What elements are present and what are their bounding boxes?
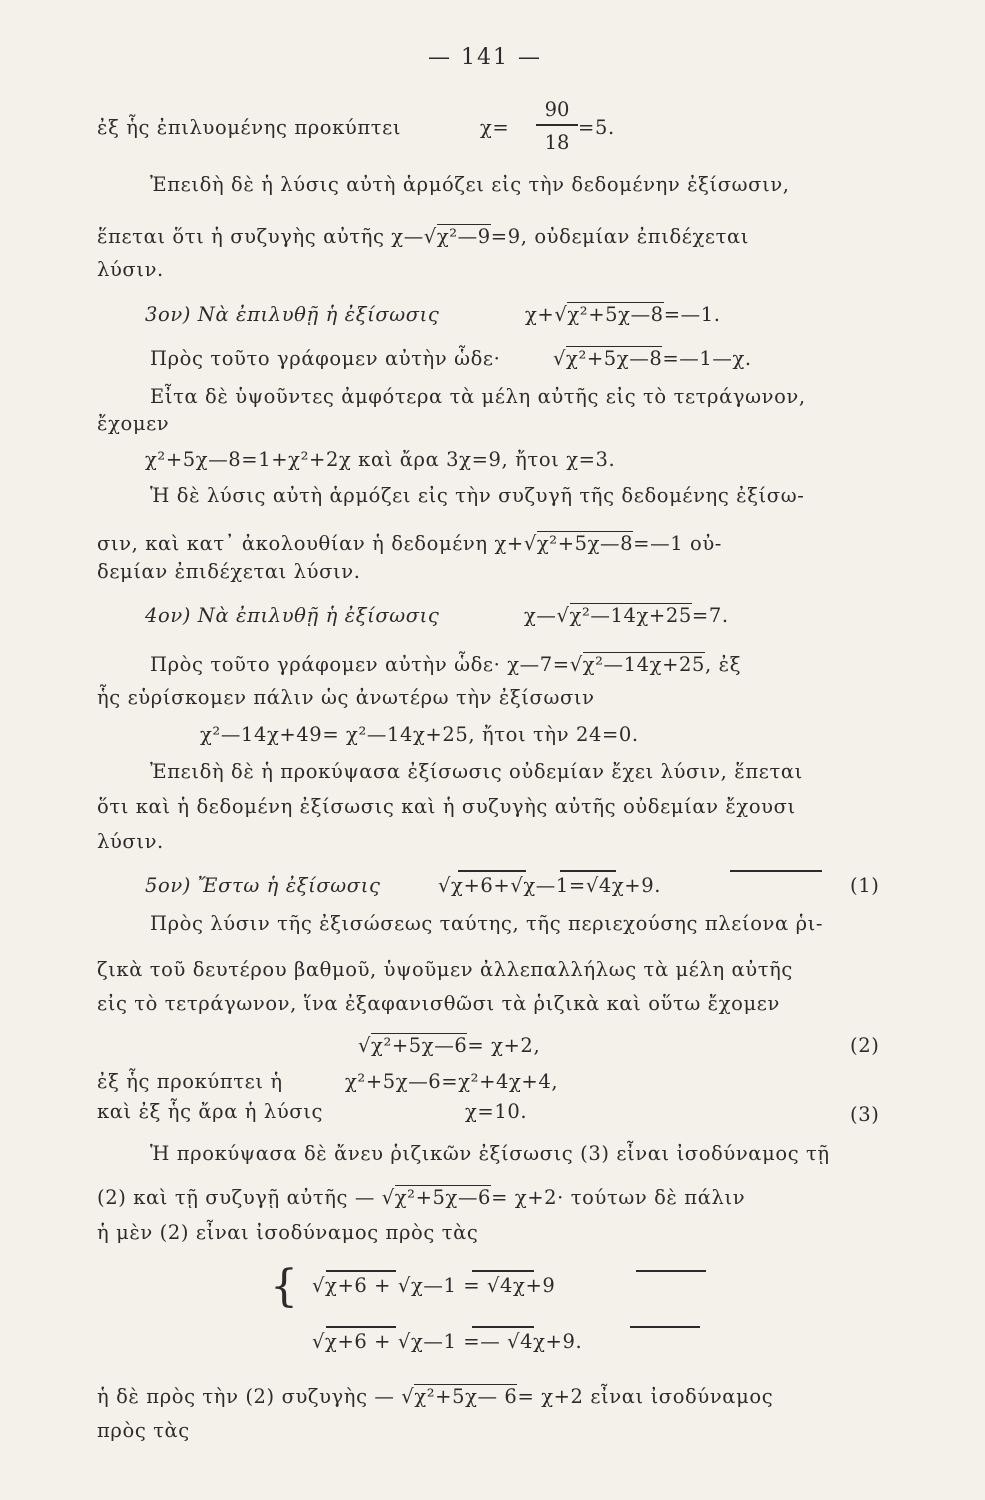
radical-vinculum [636,1270,706,1272]
text-line-27: Ἡ προκύψασα δὲ ἄνευ ῥιζικῶν ἐξίσωσις (3) εἶναι ἰσοδύναμος τῇ [150,1142,830,1165]
fraction-denominator: 18 [544,131,570,154]
eq-pre: √ [553,347,567,370]
equation-number-1: (1) [850,874,880,897]
eq-post: =7. [691,604,729,627]
text-line-32 [97,1385,773,1409]
eq-post: , ἐξ [705,653,742,676]
radical-vinculum [326,1326,396,1328]
radicand: χ²+5χ—6 [371,1034,468,1057]
text-line-17: Ἐπειδὴ δὲ ἡ προκύψασα ἐξίσωσις οὐδεμίαν ἔχει λύσιν, ἕπεται [150,760,803,783]
text-line-3-pre: ἕπεται ὅτι ἡ συζυγὴς αὐτῆς χ—√ [97,225,437,248]
radicand: χ²+5χ—8 [566,347,663,370]
equation-2 [358,1034,540,1058]
radicand: χ²—9 [436,225,491,248]
eq-post: =—1—χ. [662,347,752,370]
fraction-numerator: 90 [544,98,570,121]
equation-number-2: (2) [850,1034,880,1057]
section-4-equation [524,604,729,628]
eq-post: = χ+2 εἶναι ἰσοδύναμος [517,1385,774,1408]
fraction-bar [536,124,578,126]
text-line-9: χ²+5χ—8=1+χ²+2χ καὶ ἄρα 3χ=9, ἤτοι χ=3. [145,448,616,471]
eq-pre: √ [358,1034,372,1057]
text-line-23: εἰς τὸ τετράγωνον, ἵνα ἐξαφανισθῶσι τὰ ῥιζικὰ καὶ οὕτω ἔχομεν [97,992,780,1015]
text-line-14 [150,653,741,677]
section-3-equation [525,303,721,327]
section-4-label: 4ον) Νὰ ἐπιλυθῇ ἡ ἐξίσωσις [145,604,440,627]
text-line-15: ἧς εὑρίσκομεν πάλιν ὡς ἀνωτέρω τὴν ἐξίσωσιν [97,686,595,709]
text-line-11 [97,532,722,556]
text-line-25: ἐξ ἧς προκύπτει ἡ [97,1070,283,1093]
text-line-18: ὅτι καὶ ἡ δεδομένη ἐξίσωσις καὶ ἡ συζυγὴς αὐτῆς οὐδεμίαν ἔχουσι [97,795,796,818]
text-line-33: πρὸς τὰς [97,1419,190,1442]
text-line-8: ἔχομεν [97,412,170,435]
system-equation-2: √χ+6 + √χ—1 =— √4χ+9. [312,1330,583,1353]
eq-post: =—1 οὐ- [633,532,722,555]
equation-number-3: (3) [850,1103,880,1126]
section-5-equation: √χ+6+√χ—1=√4χ+9. [438,874,662,897]
text-line-1: ἐξ ἧς ἐπιλυομένης προκύπτει [97,116,402,139]
system-brace: { [270,1261,298,1312]
text-line-19: λύσιν. [97,830,164,853]
text-line-3-post: =9, οὐδεμίαν ἐπιδέχεται [490,225,750,248]
text-line-6: Πρὸς τοῦτο γράφομεν αὐτὴν ὧδε· [150,347,501,370]
text-line-26-equation: χ=10. [465,1100,528,1123]
eq-pre: χ—√ [524,604,570,627]
text-line-21: Πρὸς λύσιν τῆς ἐξισώσεως ταύτης, τῆς περιεχούσης πλείονα ῥι- [150,912,824,935]
eq-pre: χ+√ [525,303,568,326]
radical-vinculum [730,870,822,872]
text-line-28 [97,1186,745,1210]
eq-pre: Πρὸς τοῦτο γράφομεν αὐτὴν ὧδε· χ—7=√ [150,653,583,676]
text-line-3 [97,225,749,249]
eq-post: =—1. [663,303,721,326]
text-line-26: καὶ ἐξ ἧς ἄρα ἡ λύσις [97,1100,323,1123]
radicand: χ²+5χ— 6 [414,1385,518,1408]
radical-vinculum [326,1270,396,1272]
text-line-25-equation: χ²+5χ—6=χ²+4χ+4, [345,1070,559,1093]
eq-pre: (2) καὶ τῇ συζυγῇ αὐτῆς — √ [97,1186,395,1209]
radicand: χ²+5χ—6 [394,1186,492,1209]
eq-pre: σιν, καὶ κατ᾿ ἀκολουθίαν ἡ δεδομένη χ+√ [97,532,537,555]
radical-vinculum [458,870,526,872]
page-number: — 141 — [428,45,542,70]
radicand: χ²+5χ—8 [567,303,664,326]
radicand: χ²—14χ+25 [582,653,706,676]
radical-vinculum [560,870,616,872]
radical-vinculum [630,1326,700,1328]
radicand: χ²+5χ—8 [536,532,634,555]
text-line-16: χ²—14χ+49= χ²—14χ+25, ἤτοι τὴν 24=0. [200,723,639,746]
eq-post: = χ+2· τούτων δὲ πάλιν [491,1186,746,1209]
radical-vinculum [472,1326,534,1328]
eq-pre: ἡ δὲ πρὸς τὴν (2) συζυγὴς — √ [97,1385,415,1408]
system-equation-1: √χ+6 + √χ—1 = √4χ+9 [312,1274,556,1297]
radical-vinculum [472,1270,534,1272]
text-line-4: λύσιν. [97,258,164,281]
text-line-2: Ἐπειδὴ δὲ ἡ λύσις αὐτὴ ἁρμόζει εἰς τὴν δεδομένην ἐξίσωσιν, [150,173,790,196]
section-3-label: 3ον) Νὰ ἐπιλυθῇ ἡ ἐξίσωσις [145,303,440,326]
text-line-29: ἡ μὲν (2) εἶναι ἰσοδύναμος πρὸς τὰς [97,1221,479,1244]
equation-rhs: =5. [578,116,615,139]
section-5-label: 5ον) Ἔστω ἡ ἐξίσωσις [145,874,381,897]
text-line-12: δεμίαν ἐπιδέχεται λύσιν. [97,560,361,583]
text-line-7: Εἶτα δὲ ὑψοῦντες ἀμφότερα τὰ μέλη αὐτῆς εἰς τὸ τετράγωνον, [150,385,806,408]
text-line-10: Ἡ δὲ λύσις αὐτὴ ἁρμόζει εἰς τὴν συζυγῆ τῆς δεδομένης ἐξίσω- [150,484,805,507]
text-line-22: ζικὰ τοῦ δευτέρου βαθμοῦ, ὑψοῦμεν ἀλλεπαλλήλως τὰ μέλη αὐτῆς [97,958,793,981]
text-line-6-equation [553,347,752,371]
equation-lhs: χ= [480,116,510,139]
eq-post: = χ+2, [467,1034,541,1057]
radicand: χ²—14χ+25 [569,604,692,627]
